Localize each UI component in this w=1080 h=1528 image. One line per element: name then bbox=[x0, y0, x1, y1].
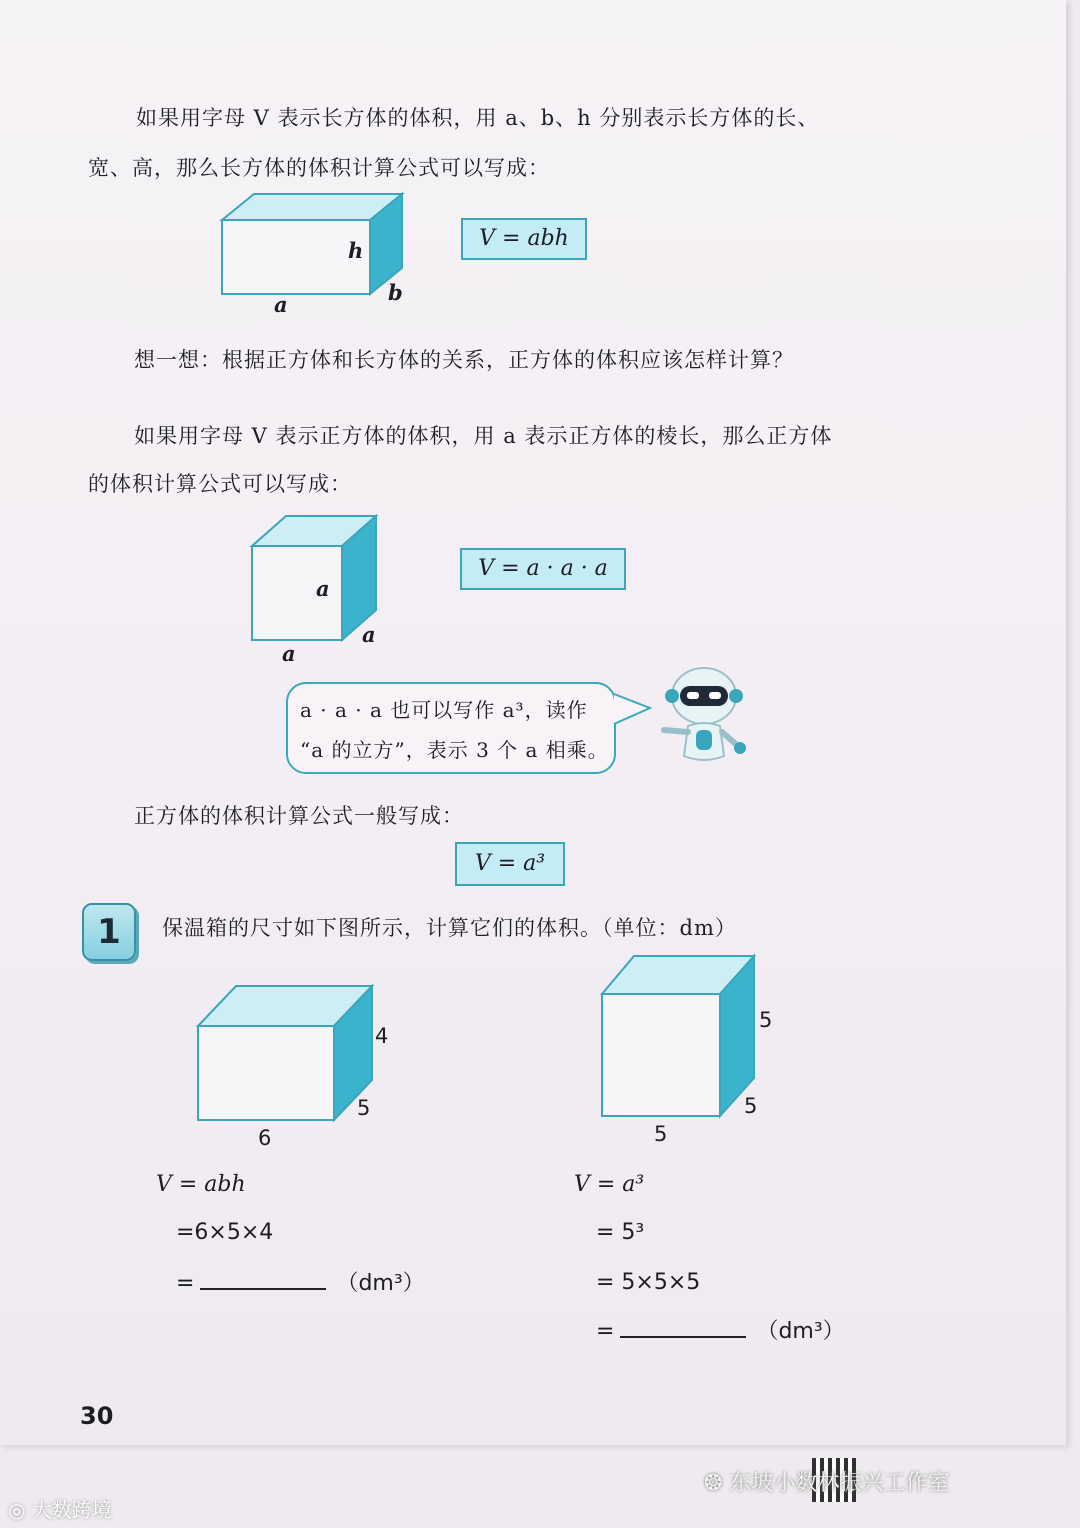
bubble-tail bbox=[612, 692, 652, 728]
box1-height-label: 4 bbox=[375, 1024, 389, 1048]
watermark-right-text: 东坡小数林振兴工作室 bbox=[729, 1471, 950, 1496]
calc1-line-2: =6×5×4 bbox=[176, 1220, 274, 1245]
cuboid-label-h: h bbox=[348, 238, 364, 263]
cube-intro-line-1: 如果用字母 V 表示正方体的体积，用 a 表示正方体的棱长，那么正方体 bbox=[134, 424, 833, 448]
box2-diagram bbox=[596, 952, 760, 1120]
bubble-line-1: a · a · a 也可以写作 a³，读作 bbox=[300, 698, 588, 722]
bubble-line-2: “a 的立方”，表示 3 个 a 相乘。 bbox=[300, 738, 609, 762]
box2-length-label: 5 bbox=[654, 1122, 668, 1146]
exercise-number-badge: 1 bbox=[82, 903, 136, 961]
cuboid-label-a: a bbox=[274, 292, 288, 317]
speech-bubble bbox=[286, 682, 616, 774]
calc2-formula: V = a³ bbox=[574, 1172, 645, 1197]
page-number: 30 bbox=[80, 1402, 114, 1430]
calc1-formula: V = abh bbox=[156, 1172, 246, 1197]
watermark-left bbox=[8, 1494, 112, 1523]
box1-diagram bbox=[192, 982, 378, 1124]
wechat-icon: ❂ bbox=[704, 1471, 730, 1496]
watermark-logo-icon: ◎ bbox=[8, 1498, 32, 1522]
calc1-unit: （dm³） bbox=[336, 1271, 425, 1296]
calc2-line-2: = 5³ bbox=[596, 1220, 645, 1245]
box1-length-label: 6 bbox=[258, 1126, 272, 1150]
intro-line-2: 宽、高，那么长方体的体积计算公式可以写成： bbox=[88, 156, 550, 180]
calc2-line-3: = 5×5×5 bbox=[596, 1270, 701, 1295]
calc1-line-1 bbox=[156, 1172, 246, 1197]
calc1-answer-blank[interactable] bbox=[200, 1274, 326, 1290]
exercise-prompt: 保温箱的尺寸如下图所示，计算它们的体积。（单位：dm） bbox=[162, 916, 737, 940]
calc2-answer-blank[interactable] bbox=[620, 1322, 746, 1338]
formula-cube-box: V = a · a · a bbox=[460, 548, 626, 590]
cube-label-length: a bbox=[282, 641, 296, 666]
box1-width-label: 5 bbox=[357, 1096, 371, 1120]
calc2-unit: （dm³） bbox=[756, 1319, 845, 1344]
robot-icon bbox=[654, 660, 754, 770]
general-formula-text: 正方体的体积计算公式一般写成： bbox=[134, 804, 464, 828]
watermark-right bbox=[704, 1466, 949, 1497]
calc2-line-4 bbox=[596, 1314, 845, 1345]
cuboid-label-b: b bbox=[388, 280, 403, 305]
cuboid-diagram bbox=[214, 190, 410, 302]
cube-label-height: a bbox=[316, 576, 330, 601]
formula-cuboid-box: V = abh bbox=[461, 218, 587, 260]
calc1-equals: = bbox=[176, 1271, 195, 1296]
calc2-equals: = bbox=[596, 1319, 615, 1344]
box2-width-label: 5 bbox=[744, 1094, 758, 1118]
think-text: 想一想：根据正方体和长方体的关系，正方体的体积应该怎样计算？ bbox=[134, 348, 794, 372]
calc1-line-3 bbox=[176, 1266, 425, 1297]
intro-line-1: 如果用字母 V 表示长方体的体积，用 a、b、h 分别表示长方体的长、 bbox=[136, 106, 820, 130]
box2-height-label: 5 bbox=[759, 1008, 773, 1032]
cube-intro-line-2: 的体积计算公式可以写成： bbox=[88, 472, 352, 496]
cube-label-width: a bbox=[362, 622, 376, 647]
calc2-line-1 bbox=[574, 1172, 644, 1197]
watermark-left-text: 大数跨境 bbox=[31, 1498, 112, 1522]
formula-general-box: V = a³ bbox=[455, 842, 565, 886]
